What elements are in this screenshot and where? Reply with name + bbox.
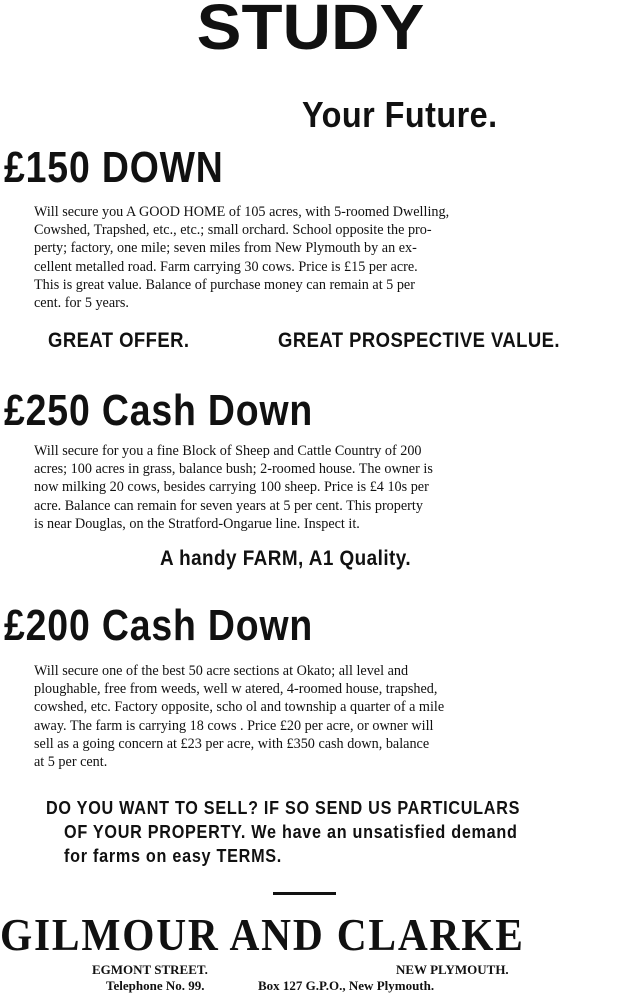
listing-2-line: acre. Balance can remain for seven years at 5 per cent. This property bbox=[34, 497, 423, 514]
postal-box: Box 127 G.P.O., New Plymouth. bbox=[258, 978, 435, 993]
listing-1-line: Cowshed, Trapshed, etc., etc.; small orchard. School opposite the pro- bbox=[34, 222, 432, 239]
listing-3-line: Will secure one of the best 50 acre sections at Okato; all level and bbox=[34, 663, 409, 679]
cta-line-1: DO YOU WANT TO SELL? IF SO SEND US PARTICULARS bbox=[46, 798, 521, 818]
listing-1-line: cent. for 5 years. bbox=[34, 295, 129, 312]
listing-2-line: now milking 20 cows, besides carrying 100 sheep. Price is £4 10s per bbox=[34, 479, 429, 496]
listing-2-line: Will secure for you a fine Block of Sheep and Cattle Country of 200 bbox=[34, 443, 422, 459]
firm-name: GILMOUR AND CLARKE bbox=[0, 909, 525, 960]
listing-1-line: cellent metalled road. Farm carrying 30 cows. Price is £15 per acre. bbox=[34, 258, 418, 275]
city-name: NEW PLYMOUTH. bbox=[396, 962, 509, 977]
sell-call-to-action bbox=[46, 796, 520, 868]
listing-2-line: acres; 100 acres in grass, balance bush; 2-roomed house. The owner is bbox=[34, 461, 433, 478]
great-prospective-value-label: GREAT PROSPECTIVE VALUE. bbox=[278, 329, 560, 352]
great-offer-label: GREAT OFFER. bbox=[48, 329, 190, 352]
ad-subtitle: Your Future. bbox=[302, 94, 498, 135]
street-address: EGMONT STREET. bbox=[92, 962, 208, 977]
listing-3-line: cowshed, etc. Factory opposite, scho ol and township a quarter of a mile bbox=[34, 699, 445, 716]
listing-1-line: Will secure you A GOOD HOME of 105 acres, with 5-roomed Dwelling, bbox=[34, 204, 450, 220]
cta-line-2: OF YOUR PROPERTY. We have an unsatisfied demand bbox=[64, 822, 518, 842]
listing-3-line: away. The farm is carrying 18 cows . Price £20 per acre, or owner will bbox=[34, 717, 434, 734]
divider-rule bbox=[273, 892, 336, 895]
listing-3-line: at 5 per cent. bbox=[34, 754, 108, 771]
listing-2-price: £250 Cash Down bbox=[4, 386, 314, 435]
listing-2-description bbox=[34, 442, 582, 533]
listing-1-line: This is great value. Balance of purchase money can remain at 5 per bbox=[34, 276, 415, 293]
listing-3-line: ploughable, free from weeds, well w atered, 4-roomed house, trapshed, bbox=[34, 681, 438, 698]
ad-title: STUDY bbox=[196, 0, 425, 63]
listing-1-description bbox=[34, 203, 584, 312]
quality-tagline: A handy FARM, A1 Quality. bbox=[160, 547, 412, 570]
listing-2-line: is near Douglas, on the Stratford-Ongarue line. Inspect it. bbox=[34, 515, 360, 532]
telephone-number: Telephone No. 99. bbox=[106, 978, 205, 993]
cta-line-3: for farms on easy TERMS. bbox=[64, 846, 283, 866]
listing-1-line: perty; factory, one mile; seven miles from New Plymouth by an ex- bbox=[34, 240, 417, 257]
listing-3-price: £200 Cash Down bbox=[4, 601, 314, 650]
listing-3-line: sell as a going concern at £23 per acre, with £350 cash down, balance bbox=[34, 735, 430, 752]
listing-3-description bbox=[34, 662, 586, 771]
listing-1-price: £150 DOWN bbox=[4, 143, 224, 192]
